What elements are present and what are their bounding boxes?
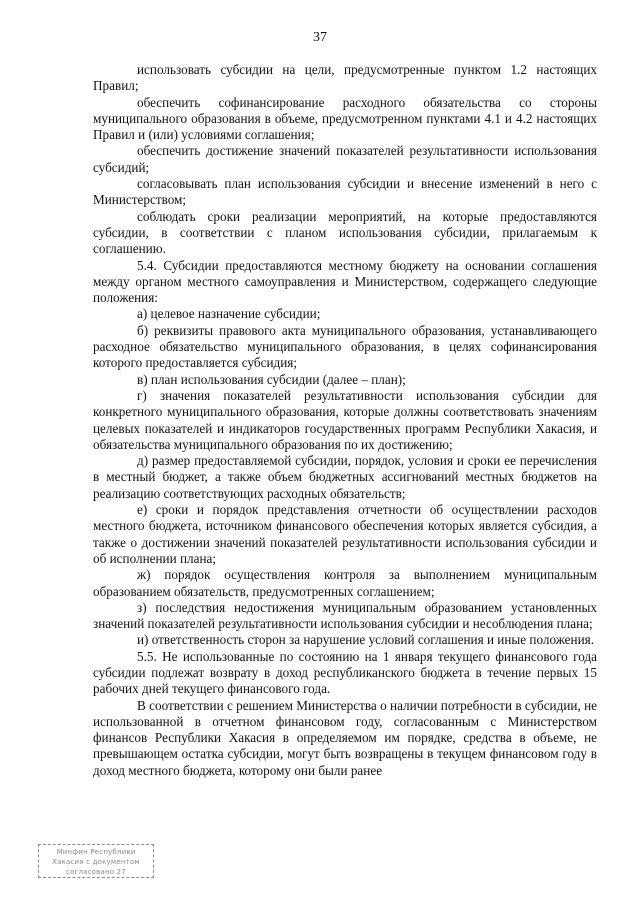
stamp-line: Минфин Республики [56,848,136,856]
paragraph: В соответствии с решением Министерства о наличии потребности в субсидии, не использованной в отчетном финансовом году, согласованным с Министерством финансов Республики Хакасия в определяемом им порядке, средства в объеме, не превышающем остатка субсидии, могут быть возвращены в текущем финансовом году в доход местного бюджета, которому они были ранее [93,697,597,778]
paragraph: соблюдать сроки реализации мероприятий, на которые предоставляются субсидии, в соответствии с планом использования субсидии, прилагаемым к соглашению. [93,208,597,257]
paragraph: б) реквизиты правового акта муниципального образования, устанавливающего расходное обязательство муниципального образования, в целях софинансирования которого предоставляется субсидия; [93,322,597,371]
document-body [93,62,597,779]
paragraph: д) размер предоставляемой субсидии, порядок, условия и сроки ее перечисления в местный бюджет, а также объем бюджетных ассигнований местных бюджетов на реализацию соответствующих расходных обязательств; [93,453,597,501]
paragraph: з) последствия недостижения муниципальным образованием установленных значений показателей результативности использования субсидии и несоблюдения плана; [93,599,597,632]
paragraph: согласовывать план использования субсидии и внесение изменений в него с Министерством; [93,176,597,208]
paragraph: и) ответственность сторон за нарушение условий соглашения и иные положения. [137,632,595,648]
paragraph: обеспечить достижение значений показателей результативности использования субсидий; [93,143,597,175]
paragraph: е) сроки и порядок представления отчетности об осуществлении расходов местного бюджета, источником финансового обеспечения которых является субсидия, а также о достижении значений показателей результативности использования субсидии и об исполнении плана; [93,502,597,566]
paragraph: в) план использования субсидии (далее – план); [137,371,406,387]
approval-stamp [38,844,154,878]
stamp-line: согласовано 27 [66,868,126,876]
stamp-line: Хакасия с документом [52,858,140,866]
paragraph: а) целевое назначение субсидии; [137,306,321,322]
paragraph: ж) порядок осуществления контроля за выполнением муниципальным образованием обязательств, предусмотренных соглашением; [93,567,597,599]
paragraph: 5.4. Субсидии предоставляются местному бюджету на основании соглашения между органом местного самоуправления и Министерством, содержащего следующие положения: [93,257,597,306]
paragraph: использовать субсидии на цели, предусмотренные пунктом 1.2 настоящих Правил; [93,62,597,94]
paragraph: 5.5. Не использованные по состоянию на 1 января текущего финансового года субсидии подлежат возврату в доход республиканского бюджета в течение первых 15 рабочих дней текущего финансового года. [93,648,597,697]
paragraph: обеспечить софинансирование расходного обязательства со стороны муниципального образования в объеме, предусмотренном пунктами 4.1 и 4.2 настоящих Правил и (или) условиями соглашения; [93,94,597,143]
paragraph: г) значения показателей результативности использования субсидии для конкретного муниципального образования, которые должны соответствовать значениям целевых показателей и индикаторов государственных программ Республики Хакасия, и обязательства муниципального образования по их достижению; [93,387,597,452]
page-number: 37 [313,30,327,45]
